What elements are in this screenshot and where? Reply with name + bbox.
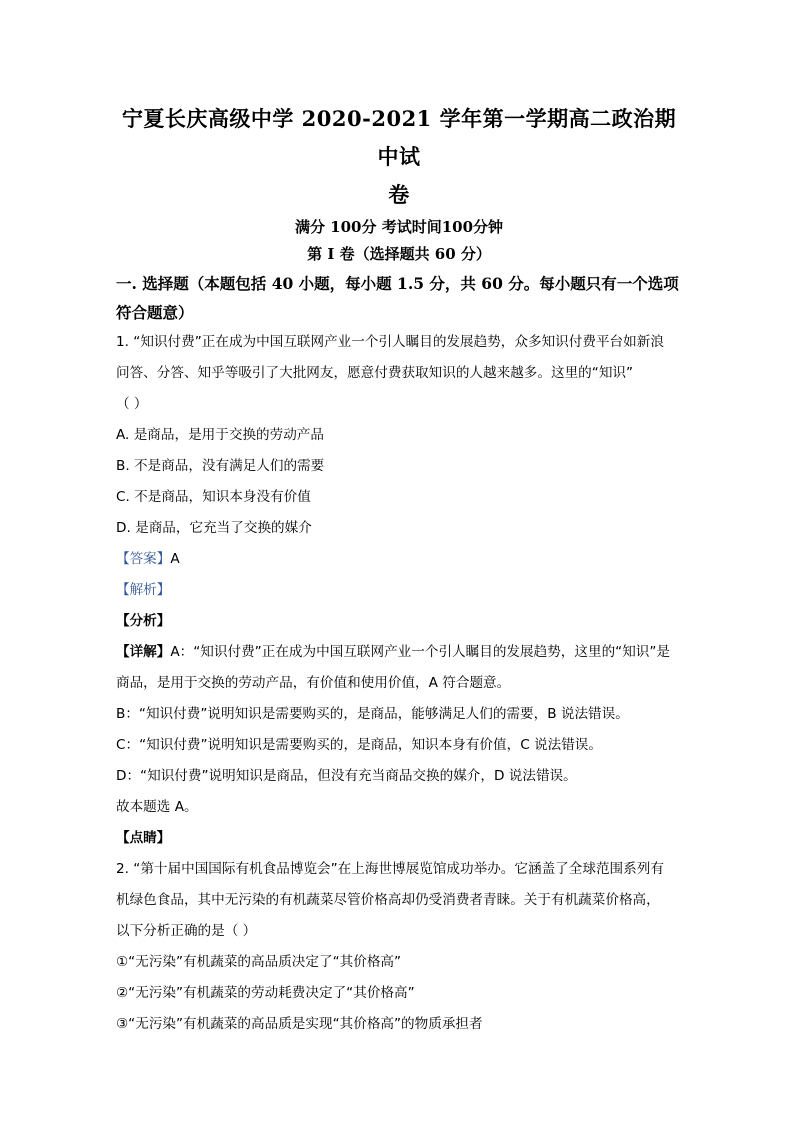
- q2-stem-line-2: 机绿色食品，其中无污染的有机蔬菜尽管价格高却仍受消费者青睐。关于有机蔬菜价格高，: [116, 892, 660, 908]
- answer-tag: 【答案】: [116, 551, 171, 567]
- title-line-1: 宁夏长庆高级中学 2020-2021 学年第一学期高二政治期中试: [121, 106, 677, 169]
- q2-item-1: ①“无污染”有机蔬菜的高品质决定了“其价格高”: [116, 954, 402, 970]
- fenxi-tag: 【分析】: [116, 613, 171, 629]
- q1-option-a: A. 是商品，是用于交换的劳动产品: [116, 427, 325, 443]
- comment-tag: 【点睛】: [116, 830, 171, 846]
- score-time-line: 满分 100分 考试时间100分钟: [294, 218, 504, 236]
- title-line-2: 卷: [388, 182, 410, 207]
- q1-detail-c: C：“知识付费”说明知识是需要购买的，是商品，知识本身有价值，C 说法错误。: [116, 737, 602, 753]
- q1-stem-line-3: （ ）: [116, 396, 148, 412]
- question-2: [116, 854, 682, 1040]
- q2-stem-line-1: 2. “第十届中国国际有机食品博览会”在上海世博展览馆成功举办。它涵盖了全球范围系列有: [116, 861, 664, 877]
- q1-option-b: B. 不是商品，没有满足人们的需要: [116, 458, 325, 474]
- exam-title: [116, 100, 682, 214]
- q2-item-2: ②“无污染”有机蔬菜的劳动耗费决定了“其价格高”: [116, 985, 415, 1001]
- q1-conclusion: 故本题选 A。: [116, 799, 198, 815]
- q1-option-c: C. 不是商品，知识本身没有价值: [116, 489, 311, 505]
- q1-detail-b: B：“知识付费”说明知识是需要购买的，是商品，能够满足人们的需要，B 说法错误。: [116, 706, 629, 722]
- q1-stem-line-2: 问答、分答、知乎等吸引了大批网友，愿意付费获取知识的人越来越多。这里的“知识”: [116, 365, 634, 381]
- q1-detail-d: D：“知识付费”说明知识是商品，但没有充当商品交换的媒介，D 说法错误。: [116, 768, 577, 784]
- q2-stem-line-3: 以下分析正确的是（ ）: [116, 923, 257, 939]
- q1-detail-line-1: [116, 637, 682, 668]
- exam-page: [116, 100, 682, 1040]
- detail-text-1: A：“知识付费”正在成为中国互联网产业一个引人瞩目的发展趋势，这里的“知识”是: [170, 644, 671, 660]
- q2-item-3: ③“无污染”有机蔬菜的高品质是实现“其价格高”的物质承担者: [116, 1016, 483, 1032]
- answer-value: A: [170, 551, 180, 567]
- detail-tag: 【详解】: [116, 644, 171, 660]
- section-heading: 一. 选择题（本题包括 40 小题，每小题 1.5 分，共 60 分。每小题只有一个选项符合题意）: [116, 274, 679, 322]
- analysis-tag: 【解析】: [116, 582, 171, 598]
- part-heading: 第 I 卷（选择题共 60 分）: [307, 245, 491, 263]
- q1-detail-line-2: 商品，是用于交换的劳动产品，有价值和使用价值，A 符合题意。: [116, 675, 511, 691]
- question-1: [116, 327, 682, 854]
- q1-answer: [116, 544, 682, 575]
- q1-stem-line-1: 1. “知识付费”正在成为中国互联网产业一个引人瞩目的发展趋势，众多知识付费平台如新浪: [116, 334, 664, 350]
- q1-option-d: D. 是商品，它充当了交换的媒介: [116, 520, 312, 536]
